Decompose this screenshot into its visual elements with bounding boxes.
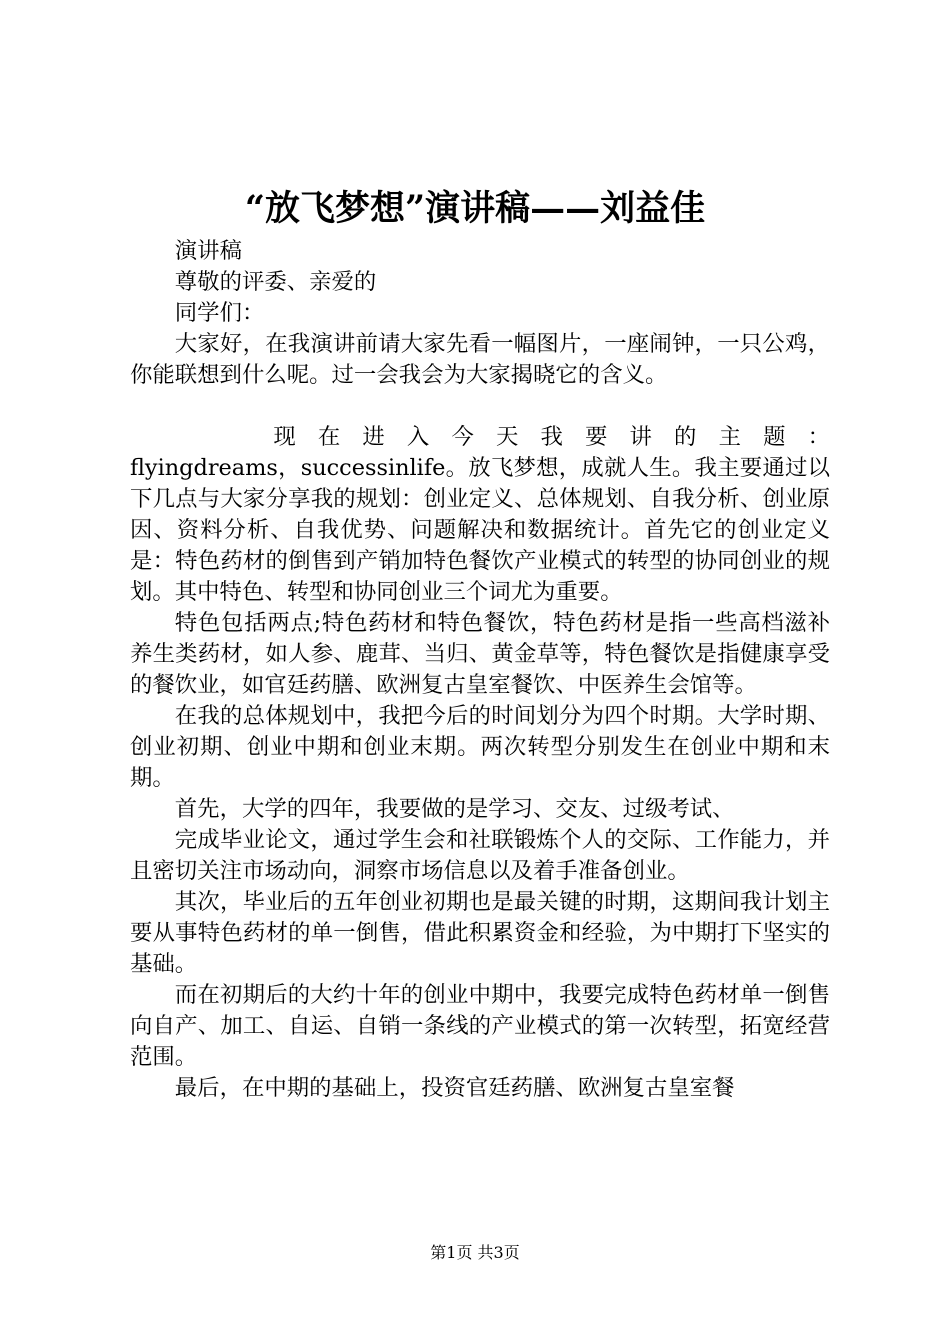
paragraph-heading: 演讲稿 bbox=[174, 238, 242, 264]
document-body bbox=[130, 236, 830, 1104]
paragraph-late-stage: 最后，在中期的基础上，投资官廷药膳、欧洲复古皇室餐 bbox=[174, 1075, 735, 1101]
paragraph-topic-intro: 现在进入今天我要讲的主题： bbox=[273, 424, 830, 450]
paragraph-salutation: 尊敬的评委、亲爱的 bbox=[174, 269, 377, 295]
page-footer: 第1页 共3页 bbox=[430, 1243, 520, 1262]
paragraph-salutation-cont: 同学们： bbox=[174, 300, 265, 326]
document-title: “放飞梦想”演讲稿——刘益佳 bbox=[244, 188, 706, 229]
paragraph-university: 首先，大学的四年，我要做的是学习、交友、过级考试、 bbox=[174, 796, 735, 822]
paragraph-early-stage: 其次，毕业后的五年创业初期也是最关键的时期，这期间我计划主要从事特色药材的单一倒售，借此积累资金和经验，为中期打下坚实的基础。 bbox=[130, 889, 830, 977]
paragraph-greeting: 大家好，在我演讲前请大家先看一幅图片，一座闹钟，一只公鸡，你能联想到什么呢。过一会我会为大家揭晓它的含义。 bbox=[130, 331, 830, 388]
paragraph-middle-stage: 而在初期后的大约十年的创业中期中，我要完成特色药材单一倒售向自产、加工、自运、自销一条线的产业模式的第一次转型，拓宽经营范围。 bbox=[130, 982, 830, 1070]
paragraph-features: 特色包括两点;特色药材和特色餐饮，特色药材是指一些高档滋补养生类药材，如人参、鹿茸、当归、黄金草等，特色餐饮是指健康享受的餐饮业，如官廷药膳、欧洲复古皇室餐饮、中医养生会馆等。 bbox=[130, 610, 830, 698]
paragraph-topic: flyingdreams，successinlife。放飞梦想，成就人生。我主要通过以下几点与大家分享我的规划：创业定义、总体规划、自我分析、创业原因、资料分析、自我优势、问题解决和数据统计。首先它的创业定义是：特色药材的倒售到产销加特色餐饮产业模式的转型的协同创业的规划。其中特色、转型和协同创业三个词尤为重要。 bbox=[130, 455, 830, 605]
paragraph-university-cont: 完成毕业论文，通过学生会和社联锻炼个人的交际、工作能力，并且密切关注市场动向，洞察市场信息以及着手准备创业。 bbox=[130, 827, 830, 884]
paragraph-plan: 在我的总体规划中，我把今后的时间划分为四个时期。大学时期、创业初期、创业中期和创业末期。两次转型分别发生在创业中期和末期。 bbox=[130, 703, 830, 791]
